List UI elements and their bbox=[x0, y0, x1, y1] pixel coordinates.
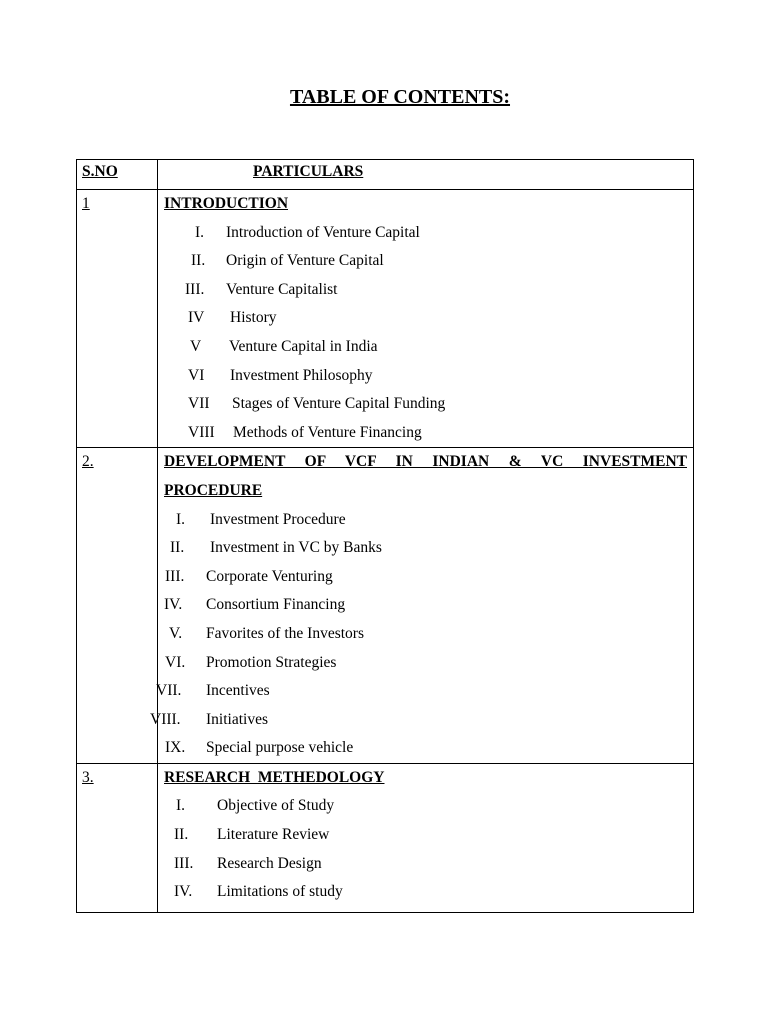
list-item bbox=[164, 333, 687, 362]
section-3-title: RESEARCH METHEDOLOGY bbox=[164, 768, 385, 786]
item-label: Limitations of study bbox=[217, 883, 343, 901]
section-1-number: 1 bbox=[82, 195, 90, 212]
item-number: IV. bbox=[174, 883, 193, 901]
page-title: TABLE OF CONTENTS: bbox=[289, 86, 511, 108]
list-item bbox=[164, 591, 687, 620]
item-label: Literature Review bbox=[217, 826, 330, 844]
list-item bbox=[164, 304, 687, 333]
item-label: Introduction of Venture Capital bbox=[226, 223, 420, 241]
item-number: IX. bbox=[165, 739, 186, 757]
item-number: II. bbox=[174, 826, 189, 844]
list-item bbox=[164, 792, 687, 821]
item-number: VIII. bbox=[150, 710, 181, 728]
item-label: Initiatives bbox=[206, 710, 268, 728]
item-label: Favorites of the Investors bbox=[206, 624, 364, 642]
list-item bbox=[164, 247, 687, 276]
item-label: Consortium Financing bbox=[206, 596, 346, 614]
list-item bbox=[164, 390, 687, 419]
section-2-sno-cell bbox=[77, 448, 158, 764]
item-number: I. bbox=[195, 223, 205, 241]
item-number: III. bbox=[165, 567, 185, 585]
section-1-sno-cell bbox=[77, 190, 158, 448]
section-3-particulars bbox=[158, 763, 694, 912]
list-item bbox=[164, 506, 687, 535]
item-label: Research Design bbox=[217, 854, 322, 872]
list-item bbox=[164, 534, 687, 563]
list-item bbox=[164, 821, 687, 850]
list-item bbox=[164, 362, 687, 391]
list-item bbox=[164, 620, 687, 649]
section-2-particulars bbox=[150, 448, 694, 764]
list-item bbox=[164, 734, 687, 763]
header-particulars-label: PARTICULARS bbox=[253, 163, 364, 180]
item-label: Investment Philosophy bbox=[230, 366, 373, 384]
section-1-title: INTRODUCTION bbox=[164, 195, 289, 212]
list-item bbox=[156, 677, 687, 706]
item-number: VI bbox=[188, 366, 205, 384]
item-label: History bbox=[230, 309, 277, 327]
list-item bbox=[164, 649, 687, 678]
item-number: II. bbox=[191, 252, 206, 270]
item-label: Investment in VC by Banks bbox=[210, 539, 382, 557]
section-2-title-line2: PROCEDURE bbox=[164, 481, 263, 499]
table-header-row bbox=[77, 160, 694, 190]
section-1-particulars bbox=[158, 190, 694, 448]
section-3-sno-cell bbox=[77, 763, 158, 912]
list-item bbox=[164, 850, 687, 879]
item-number: I. bbox=[176, 510, 186, 528]
item-number: VI. bbox=[165, 653, 186, 671]
item-label: Methods of Venture Financing bbox=[233, 423, 422, 441]
list-item bbox=[164, 878, 687, 912]
list-item bbox=[164, 563, 687, 592]
item-number: VIII bbox=[188, 423, 215, 441]
item-label: Stages of Venture Capital Funding bbox=[232, 395, 446, 413]
item-number: III. bbox=[185, 280, 205, 298]
item-label: Corporate Venturing bbox=[206, 567, 333, 585]
section-row-1 bbox=[77, 190, 694, 448]
list-item bbox=[164, 419, 687, 448]
item-label: Objective of Study bbox=[217, 797, 335, 815]
section-2-title-line1: DEVELOPMENT OF VCF IN INDIAN & VC INVESTMENT bbox=[164, 453, 687, 471]
item-number: IV. bbox=[164, 596, 183, 614]
header-sno bbox=[77, 160, 158, 190]
item-number: VII. bbox=[156, 682, 182, 700]
section-3-number: 3. bbox=[82, 768, 94, 786]
list-item bbox=[164, 276, 687, 305]
item-number: IV bbox=[188, 309, 205, 327]
section-2-number: 2. bbox=[82, 453, 94, 471]
item-label: Incentives bbox=[206, 682, 270, 700]
list-item bbox=[164, 219, 687, 248]
section-row-2 bbox=[77, 448, 694, 764]
item-label: Venture Capitalist bbox=[226, 280, 338, 298]
item-label: Investment Procedure bbox=[210, 510, 346, 528]
header-particulars bbox=[158, 160, 694, 190]
item-number: V. bbox=[169, 624, 183, 642]
contents-table bbox=[76, 159, 694, 913]
header-sno-label: S.NO bbox=[82, 163, 118, 180]
item-number: VII bbox=[188, 395, 210, 413]
item-number: V bbox=[190, 337, 202, 355]
item-label: Promotion Strategies bbox=[206, 653, 337, 671]
item-number: III. bbox=[174, 854, 194, 872]
item-label: Special purpose vehicle bbox=[206, 739, 354, 757]
list-item bbox=[150, 706, 687, 735]
item-label: Venture Capital in India bbox=[229, 337, 378, 355]
item-number: I. bbox=[176, 797, 186, 815]
section-row-3 bbox=[77, 763, 694, 912]
item-number: II. bbox=[170, 539, 185, 557]
item-label: Origin of Venture Capital bbox=[226, 252, 384, 270]
